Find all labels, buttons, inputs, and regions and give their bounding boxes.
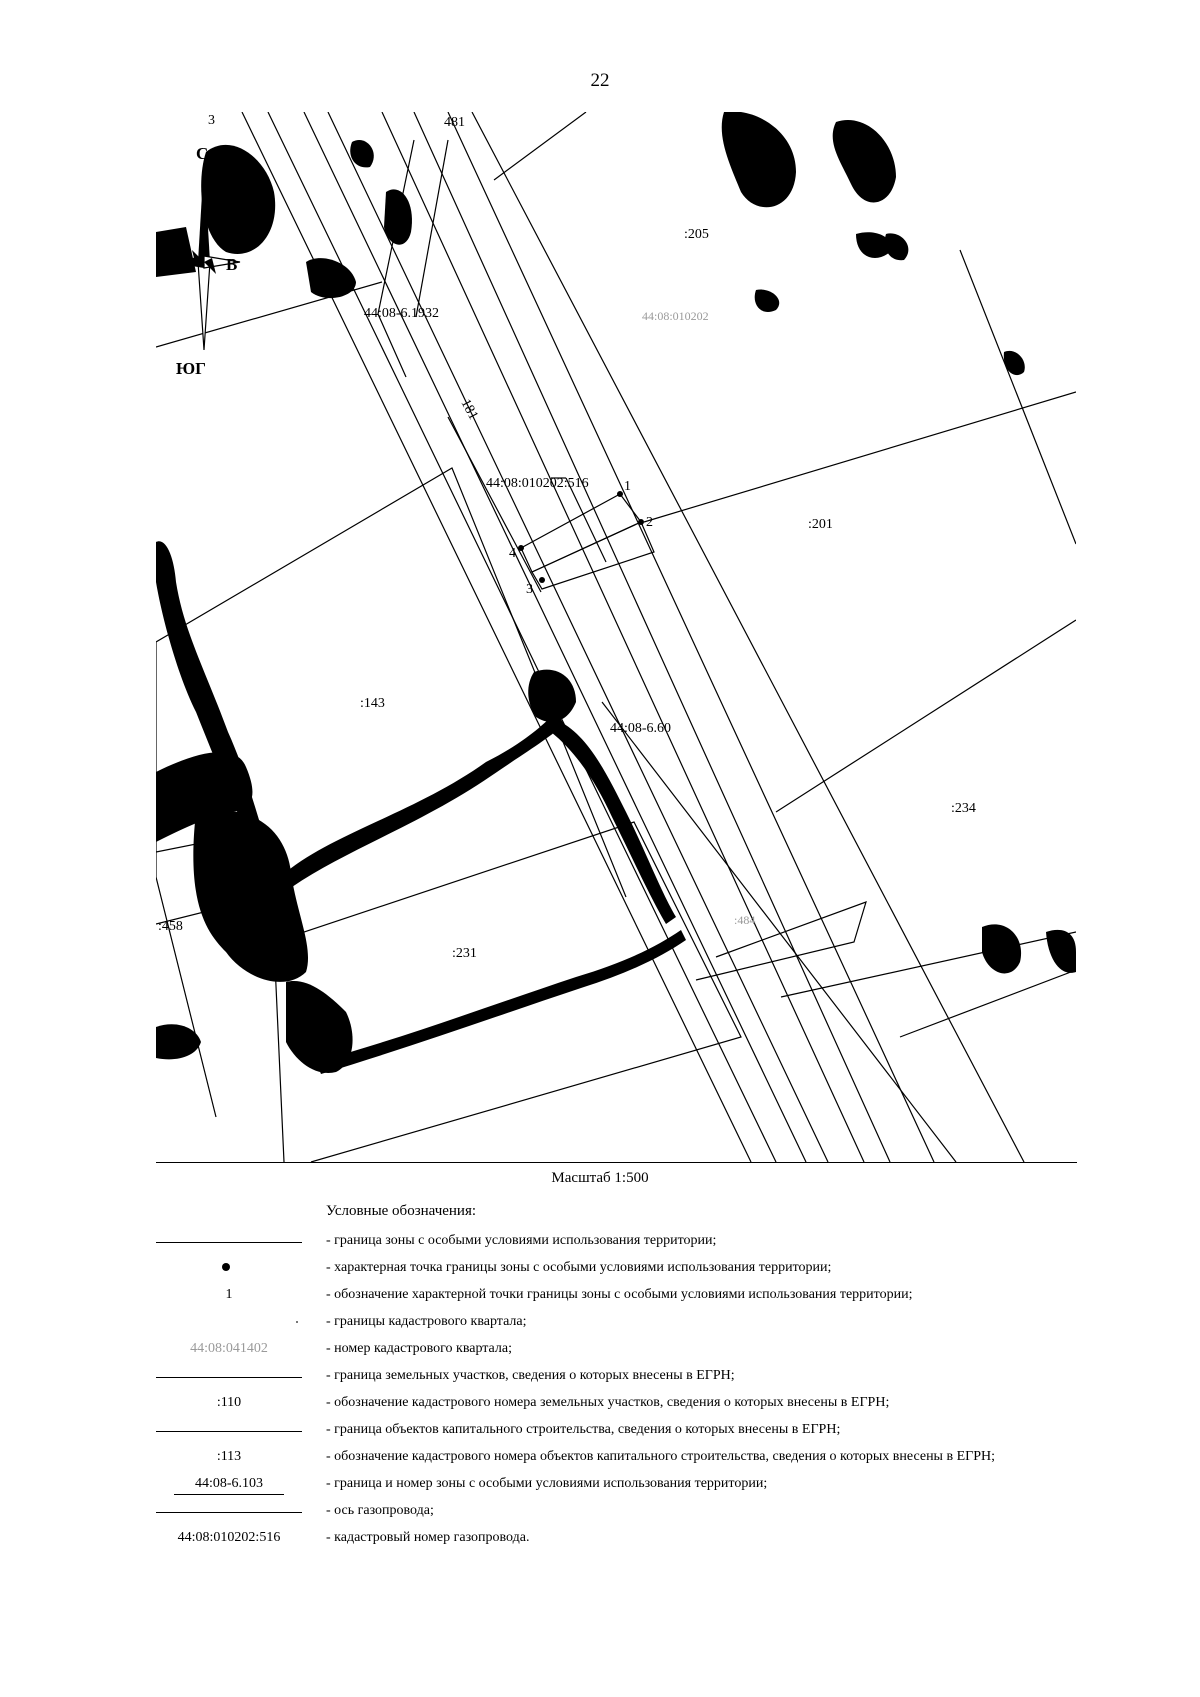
legend-symbol-line xyxy=(156,1365,302,1389)
legend-description: - граница земельных участков, сведения о которых внесены в ЕГРН; xyxy=(326,1368,735,1383)
compass-south-arrow xyxy=(198,262,210,350)
legend-description: - кадастровый номер газопровода. xyxy=(326,1530,530,1545)
map-bottom-border xyxy=(156,1162,1077,1163)
quarter-number-label: 44:08:010202 xyxy=(642,309,709,323)
legend-row-point-number xyxy=(156,1284,1116,1308)
zone-label-660: 44:08-6.60 xyxy=(610,721,672,736)
legend-symbol-tick xyxy=(156,1311,302,1335)
gas-pipeline-label: 44:08:010202:516 xyxy=(486,476,589,491)
legend-description: - обозначение кадастрового номера земельных участков, сведения о которых внесены в ЕГРН; xyxy=(326,1395,890,1410)
map-label-481: 481 xyxy=(444,115,465,130)
legend-symbol-label: 44:08:010202:516 xyxy=(177,1530,281,1545)
legend-symbol-text xyxy=(156,1284,302,1308)
legend-row-parcel-number xyxy=(156,1392,1116,1416)
parcel-label-143: :143 xyxy=(360,696,385,711)
legend-symbol-underlined-text xyxy=(156,1473,302,1497)
cadastral-map xyxy=(156,112,1076,1162)
parcel-label-458: :458 xyxy=(158,919,183,934)
legend-symbol-line xyxy=(156,1500,302,1524)
zone-label-1932: 44:08-6.1932 xyxy=(364,306,440,321)
legend-symbol-label: :110 xyxy=(216,1395,242,1410)
scale-caption: Масштаб 1:500 xyxy=(551,1170,649,1186)
legend-row-building-boundary xyxy=(156,1419,1116,1443)
legend-row-characteristic-point xyxy=(156,1257,1116,1281)
point-label-3: 3 xyxy=(526,582,533,597)
legend-row-building-number xyxy=(156,1446,1116,1470)
legend-symbol-text xyxy=(156,1527,302,1551)
legend-description: - границы кадастрового квартала; xyxy=(326,1314,527,1329)
legend-description: - характерная точка границы зоны с особыми условиями использования территории; xyxy=(326,1260,832,1275)
legend-symbol-text xyxy=(156,1392,302,1416)
point-label-4: 4 xyxy=(509,546,516,561)
legend-symbol-dot xyxy=(156,1257,302,1281)
parcel-label-484: :484 xyxy=(734,913,756,927)
legend-symbol-line xyxy=(156,1419,302,1443)
boundary-point-2 xyxy=(638,519,644,525)
legend-description: - ось газопровода; xyxy=(326,1503,434,1518)
map-labels xyxy=(158,113,976,961)
legend-symbol-label: 44:08-6.103 xyxy=(194,1476,264,1491)
boundary-point-4 xyxy=(518,545,524,551)
legend-row-zone-number xyxy=(156,1473,1116,1497)
legend-description: - граница зоны с особыми условиями использования территории; xyxy=(326,1233,717,1248)
legend-symbol-text xyxy=(156,1338,302,1362)
legend-row-gas-pipeline-axis xyxy=(156,1500,1116,1524)
legend-row-quarter-boundary xyxy=(156,1311,1116,1335)
legend-description: - обозначение кадастрового номера объектов капитального строительства, сведения о которых внесены в ЕГРН; xyxy=(326,1449,996,1464)
legend-title: Условные обозначения: xyxy=(326,1203,477,1219)
page-number: 22 xyxy=(590,70,610,91)
parcel-label-231: :231 xyxy=(452,946,477,961)
compass-east-label: В xyxy=(226,255,238,274)
map-dark-areas xyxy=(156,112,1076,1074)
legend-row-quarter-number xyxy=(156,1338,1116,1362)
legend-symbol-label: :113 xyxy=(216,1449,242,1464)
legend-description: - обозначение характерной точки границы зоны с особыми условиями использования территории; xyxy=(326,1287,913,1302)
legend-description: - граница и номер зоны с особыми условиями использования территории; xyxy=(326,1476,768,1491)
compass-south-label: ЮГ xyxy=(176,359,206,378)
compass-north-label: С xyxy=(196,144,209,163)
point-label-1: 1 xyxy=(624,479,631,494)
legend-symbol-label: 1 xyxy=(225,1287,233,1302)
legend-row-parcel-boundary xyxy=(156,1365,1116,1389)
road-label-181: 181 xyxy=(457,396,481,423)
boundary-point-3 xyxy=(539,577,545,583)
point-label-2: 2 xyxy=(646,515,653,530)
parcel-label-201: :201 xyxy=(808,517,833,532)
legend-row-gas-pipeline-number xyxy=(156,1527,1116,1551)
legend-description: - номер кадастрового квартала; xyxy=(326,1341,512,1356)
legend-description: - граница объектов капитального строительства, сведения о которых внесены в ЕГРН; xyxy=(326,1422,841,1437)
legend-symbol-text xyxy=(156,1446,302,1470)
legend-symbol-line xyxy=(156,1230,302,1254)
parcel-label-205: :205 xyxy=(684,227,709,242)
legend-symbol-label: 44:08:041402 xyxy=(190,1341,268,1356)
boundary-point-1 xyxy=(617,491,623,497)
legend-row-zone-boundary xyxy=(156,1230,1116,1254)
parcel-label-234: :234 xyxy=(951,801,976,816)
map-label-corner-3: 3 xyxy=(208,113,215,128)
